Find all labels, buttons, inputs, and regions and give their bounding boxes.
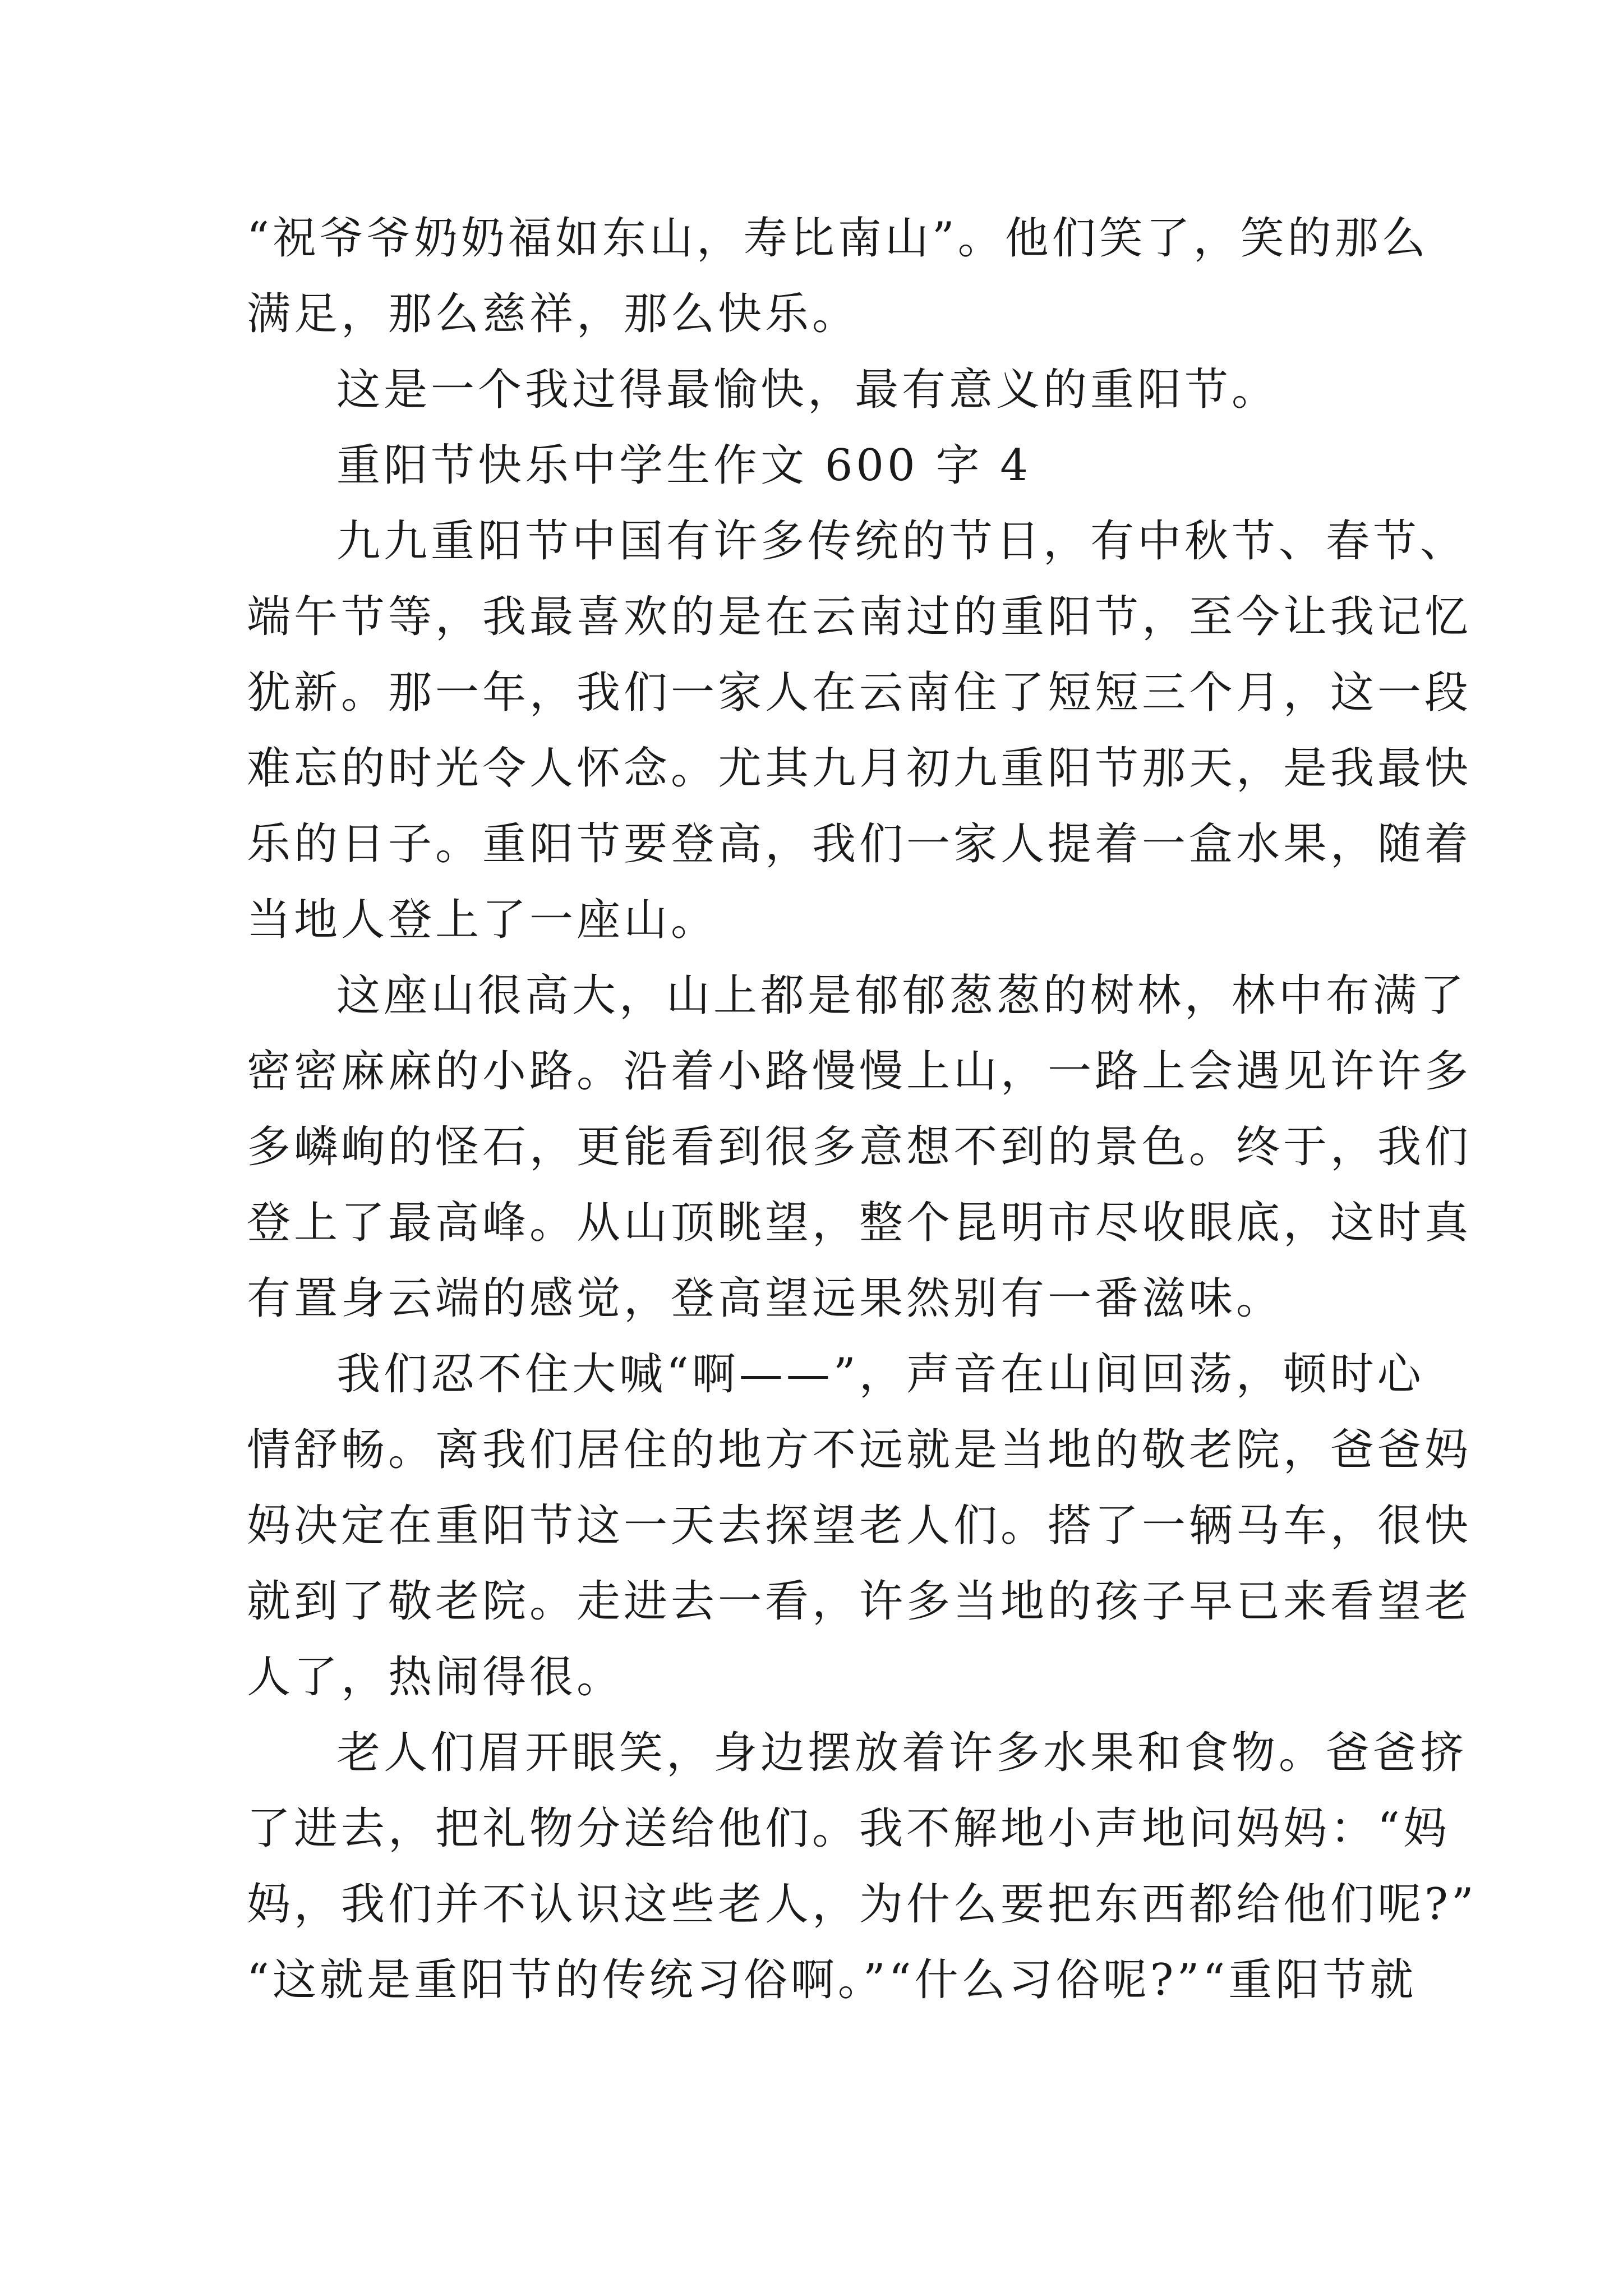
paragraph-line: 当地人登上了一座山。 [247, 895, 718, 945]
paragraph-line: 了进去，把礼物分送给他们。我不解地小声地问妈妈：“妈 [247, 1803, 1450, 1854]
paragraph-line: 妈决定在重阳节这一天去探望老人们。搭了一辆马车，很快 [247, 1501, 1472, 1551]
paragraph-line: “祝爷爷奶奶福如东山，寿比南山”。他们笑了，笑的那么 [247, 213, 1429, 264]
paragraph-line: 人了，热闹得很。 [247, 1652, 624, 1703]
paragraph-line: 满足，那么慈祥，那么快乐。 [247, 289, 860, 339]
paragraph-line: 有置身云端的感觉，登高望远果然别有一番滋味。 [247, 1273, 1284, 1324]
paragraph-line: “这就是重阳节的传统习俗啊。”“什么习俗呢?”“重阳节就 [247, 1955, 1417, 2005]
paragraph-line: 妈，我们并不认识这些老人，为什么要把东西都给他们呢?” [247, 1879, 1477, 1930]
paragraph-line: 多嶙峋的怪石，更能看到很多意想不到的景色。终于，我们 [247, 1122, 1472, 1172]
paragraph-line: 我们忍不住大喊“啊——”，声音在山间回荡，顿时心 [336, 1349, 1424, 1400]
paragraph-line: 密密麻麻的小路。沿着小路慢慢上山，一路上会遇见许许多 [247, 1046, 1472, 1097]
section-heading: 重阳节快乐中学生作文 600 字 4 [336, 440, 1031, 491]
paragraph-line: 登上了最高峰。从山顶眺望，整个昆明市尽收眼底，这时真 [247, 1198, 1472, 1248]
paragraph-line: 九九重阳节中国有许多传统的节日，有中秋节、春节、 [336, 516, 1468, 567]
paragraph-line: 端午节等，我最喜欢的是在云南过的重阳节，至今让我记忆 [247, 592, 1472, 642]
paragraph-line: 情舒畅。离我们居住的地方不远就是当地的敬老院，爸爸妈 [247, 1425, 1472, 1475]
paragraph-line: 老人们眉开眼笑，身边摆放着许多水果和食物。爸爸挤 [336, 1728, 1468, 1778]
paragraph-line: 犹新。那一年，我们一家人在云南住了短短三个月，这一段 [247, 668, 1472, 718]
paragraph-line: 难忘的时光令人怀念。尤其九月初九重阳节那天，是我最快 [247, 743, 1472, 794]
paragraph-line: 乐的日子。重阳节要登高，我们一家人提着一盒水果，随着 [247, 819, 1472, 869]
paragraph-line: 就到了敬老院。走进去一看，许多当地的孩子早已来看望老 [247, 1576, 1472, 1627]
paragraph-line: 这是一个我过得最愉快，最有意义的重阳节。 [336, 365, 1279, 415]
paragraph-line: 这座山很高大，山上都是郁郁葱葱的树林，林中布满了 [336, 970, 1468, 1021]
